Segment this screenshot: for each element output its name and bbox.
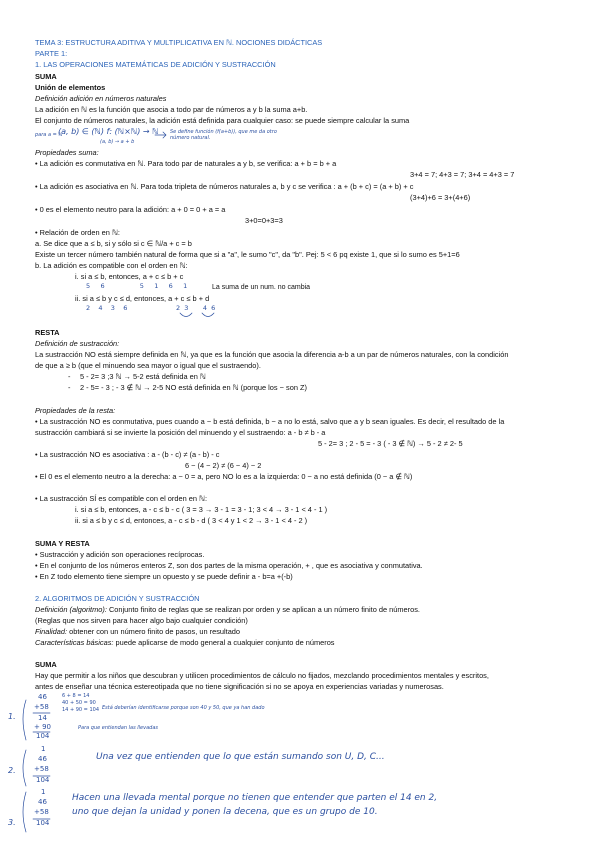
caracteristicas-label: Características básicas: [35, 638, 114, 647]
hand-ii-numbers-2: 2 3 4 6 [176, 304, 216, 312]
def-sustraccion-text-2: de que a ≥ b (que el minuendo sea mayor o igual que el sustraendo). [35, 361, 261, 370]
caracteristicas-text: puede aplicarse de modo general a cualquier conjunto de números [113, 638, 335, 647]
suma-resta-bullet-1: • Sustracción y adición son operaciones recíprocas. [35, 550, 205, 559]
orden-i-note: La suma de un num. no cambia [212, 284, 311, 291]
suma-resta-heading: SUMA Y RESTA [35, 539, 90, 548]
hand-i-numbers: 5 6 5 1 6 1 [86, 282, 188, 290]
hand2-note: Una vez que entienden que lo que están sumando son U, D, C... [96, 752, 385, 762]
props-suma-label: Propiedades suma: [35, 148, 99, 157]
hand3-carry: 1 [41, 788, 46, 796]
orden-ii: ii. si a ≤ b y c ≤ d, entonces, a + c ≤ b + d [75, 294, 210, 303]
orden-exists: Existe un tercer número también natural de forma que si a "a", le sumo "c", da "b". Pej: 5 < 6 pq existe 1, que si lo sumo es 5+1=6 [35, 250, 460, 259]
algoritmo-definition [35, 605, 420, 614]
algoritmo-rules-note: (Reglas que nos sirven para hacer algo bajo cualquier condición) [35, 616, 248, 625]
hand3-note-1: Hacen una llevada mental porque no tienen que entender que parten el 14 en 2, [72, 793, 438, 803]
bullet-dash-2: - [68, 383, 71, 392]
hand3-result: 104 [36, 819, 50, 827]
def-adicion-label: Definición adición en números naturales [35, 94, 167, 103]
hand2-top: 46 [38, 755, 47, 763]
algoritmo-caracteristicas [35, 638, 335, 647]
resta-prop-3: • El 0 es el elemento neutro a la derecha: a − 0 = a, pero NO lo es a la izquierda: 0 − a no está definida (0 − a ∉ ℕ) [35, 472, 413, 481]
doc-title: TEMA 3: ESTRUCTURA ADITIVA Y MULTIPLICATIVA EN ℕ. NOCIONES DIDÁCTICAS [35, 38, 323, 47]
algoritmo-def-label: Definición (algoritmo): [35, 605, 107, 614]
prop-asociativa: • La adición es asociativa en ℕ. Para toda tripleta de números naturales a, b y c se verifica : a + (b + c) = (a + b) + c [35, 182, 414, 191]
part-label: PARTE 1: [35, 49, 68, 58]
marker-1: 1. [8, 712, 16, 721]
algoritmo-suma-heading: SUMA [35, 660, 57, 669]
prop-conmutativa-example: 3+4 = 7; 4+3 = 7; 3+4 = 4+3 = 7 [410, 170, 515, 179]
resta-heading: RESTA [35, 328, 60, 337]
resta-prop-1b: sustracción cambiará si se invierte la posición del minuendo y el sustraendo: a - b ≠ b - a [35, 428, 326, 437]
hand-note-left: para a = ℕ [35, 132, 63, 138]
orden-i: i. si a ≤ b, entonces, a + c ≤ b + c [75, 272, 184, 281]
resta-prop-4-i: i. si a ≤ b, entonces, a - c ≤ b - c ( 3 = 3 → 3 - 1 = 3 - 1; 3 < 4 → 3 - 1 < 4 - 1 ) [75, 505, 328, 514]
def-sustraccion-label: Definición de sustracción: [35, 339, 120, 348]
orden-b: b. La adición es compatible con el orden en ℕ: [35, 261, 188, 270]
def-sustraccion-text-1: La sustracción NO está siempre definida en ℕ, ya que es la función que asocia la diferencia a-b a un par de números naturales, con la condición [35, 350, 509, 359]
hand2-plus: +58 [34, 765, 49, 773]
hand1-plus: +58 [34, 703, 49, 711]
union-label: Unión de elementos [35, 83, 106, 92]
suma-resta-bullet-3: • En Z todo elemento tiene siempre un opuesto y se puede definir a - b=a +(-b) [35, 572, 293, 581]
hand-bracket-ii-2 [202, 313, 214, 317]
marker-3: 3. [8, 818, 16, 827]
resta-prop-2-example: 6 − (4 − 2) ≠ (6 − 4) − 2 [185, 461, 262, 470]
hand1-side-calcs: 6 + 8 = 14 40 + 50 = 90 14 + 90 = 104 [62, 693, 100, 713]
orden-a: a. Se dice que a ≤ b, si y sólo si c ∈ ℕ/a + c = b [35, 239, 192, 248]
resta-example-1: 5 - 2= 3 ;3 ℕ → 5-2 está definida en ℕ [80, 372, 206, 381]
hand1-result: 104 [36, 732, 50, 740]
resta-prop-1a: • La sustracción NO es conmutativa, pues cuando a − b está definida, b − a no lo está, salvo que a y b sean iguales. Es decir, el resultado de la [35, 417, 505, 426]
bullet-dash-1: - [68, 372, 71, 381]
resta-prop-2: • La sustracción NO es asociativa : a - (b - c) ≠ (a - b) - c [35, 450, 220, 459]
algoritmo-def-text: Conjunto finito de reglas que se realizan por orden y se aplican a un número finito de números. [106, 605, 420, 614]
hand1-row-1: 14 [38, 714, 47, 722]
marker-2: 2. [8, 766, 16, 775]
resta-prop-1-example: 5 - 2= 3 ; 2 - 5 = - 3 ( - 3 ∉ ℕ) → 5 - 2 ≠ 2- 5 [318, 439, 463, 448]
section-2-heading: 2. ALGORITMOS DE ADICIÓN Y SUSTRACCIÓN [35, 594, 200, 603]
hand2-carry: 1 [41, 745, 46, 753]
resta-example-2: 2 - 5= - 3 ; - 3 ∉ ℕ → 2-5 NO está definida en ℕ (porque los − son Z) [80, 383, 307, 392]
suma-resta-bullet-2: • En el conjunto de los números enteros Z, son dos partes de la misma operación, + , que es asociativa y conmutativa. [35, 561, 423, 570]
def-adicion-text: La adición en ℕ es la función que asocia a todo par de números a y b la suma a+b. [35, 105, 308, 114]
finalidad-text: obtener con un número finito de pasos, un resultado [67, 627, 241, 636]
hand-ii-numbers: 2 4 3 6 [86, 304, 128, 312]
hand2-result: 104 [36, 776, 50, 784]
hand-note-right: Se define función (f(a+b)), que me da otro número natural. [170, 129, 277, 141]
section-1-heading: 1. LAS OPERACIONES MATEMÁTICAS DE ADICIÓN Y SUSTRACCIÓN [35, 60, 276, 69]
hand3-note-2: uno que dejan la unidad y ponen la decena, que es un grupo de 10. [72, 807, 378, 817]
hand1-brace [23, 700, 26, 740]
resta-prop-4-ii: ii. si a ≤ b y c ≤ d, entonces, a - c ≤ b - d ( 3 < 4 y 1 < 2 → 3 - 1 < 4 - 2 ) [75, 516, 308, 525]
algoritmo-suma-para-2: antes de enseñar una técnica estereotipada que no tiene significación si no se apoya en experiencias variadas y numerosas. [35, 682, 444, 691]
hand-formula: (a, b) ∈ (ℕ) f: (ℕ×ℕ) → ℕ [58, 127, 159, 136]
finalidad-label: Finalidad: [35, 627, 68, 636]
hand3-top: 46 [38, 798, 47, 806]
hand2-brace [23, 750, 26, 786]
algoritmo-suma-para-1: Hay que permitir a los niños que descubran y utilicen procedimientos de cálculo no fijados, mezclando procedimientos mentales y escritos, [35, 671, 489, 680]
hand-bracket-ii [180, 313, 192, 317]
hand3-brace [23, 792, 26, 832]
suma-heading: SUMA [35, 72, 57, 81]
hand1-note-2: Para que entiendan las llevadas [78, 725, 158, 731]
prop-neutro: • 0 es el elemento neutro para la adición: a + 0 = 0 + a = a [35, 205, 226, 214]
hand-formula-2: (a, b) → a + b [100, 139, 135, 145]
prop-neutro-example: 3+0=0+3=3 [245, 216, 283, 225]
props-resta-label: Propiedades de la resta: [35, 406, 116, 415]
algoritmo-finalidad [35, 627, 240, 636]
hand3-plus: +58 [34, 808, 49, 816]
hand1-note-1: Está deberían identificarse porque son 40 y 50, que ya han dado [102, 705, 265, 711]
hand1-top: 46 [38, 693, 47, 701]
hand1-row-2: + 90 [34, 723, 51, 731]
resta-prop-4: • La sustracción SÍ es compatible con el orden en ℕ: [35, 494, 208, 503]
orden-title: • Relación de orden en ℕ: [35, 228, 120, 237]
prop-conmutativa: • La adición es conmutativa en ℕ. Para todo par de naturales a y b, se verifica: a + b = b + a [35, 159, 337, 168]
conj-naturales-text: El conjunto de números naturales, la adición está definida para cualquier caso: se puede siempre calcular la suma [35, 116, 410, 125]
prop-asociativa-example: (3+4)+6 = 3+(4+6) [410, 193, 471, 202]
